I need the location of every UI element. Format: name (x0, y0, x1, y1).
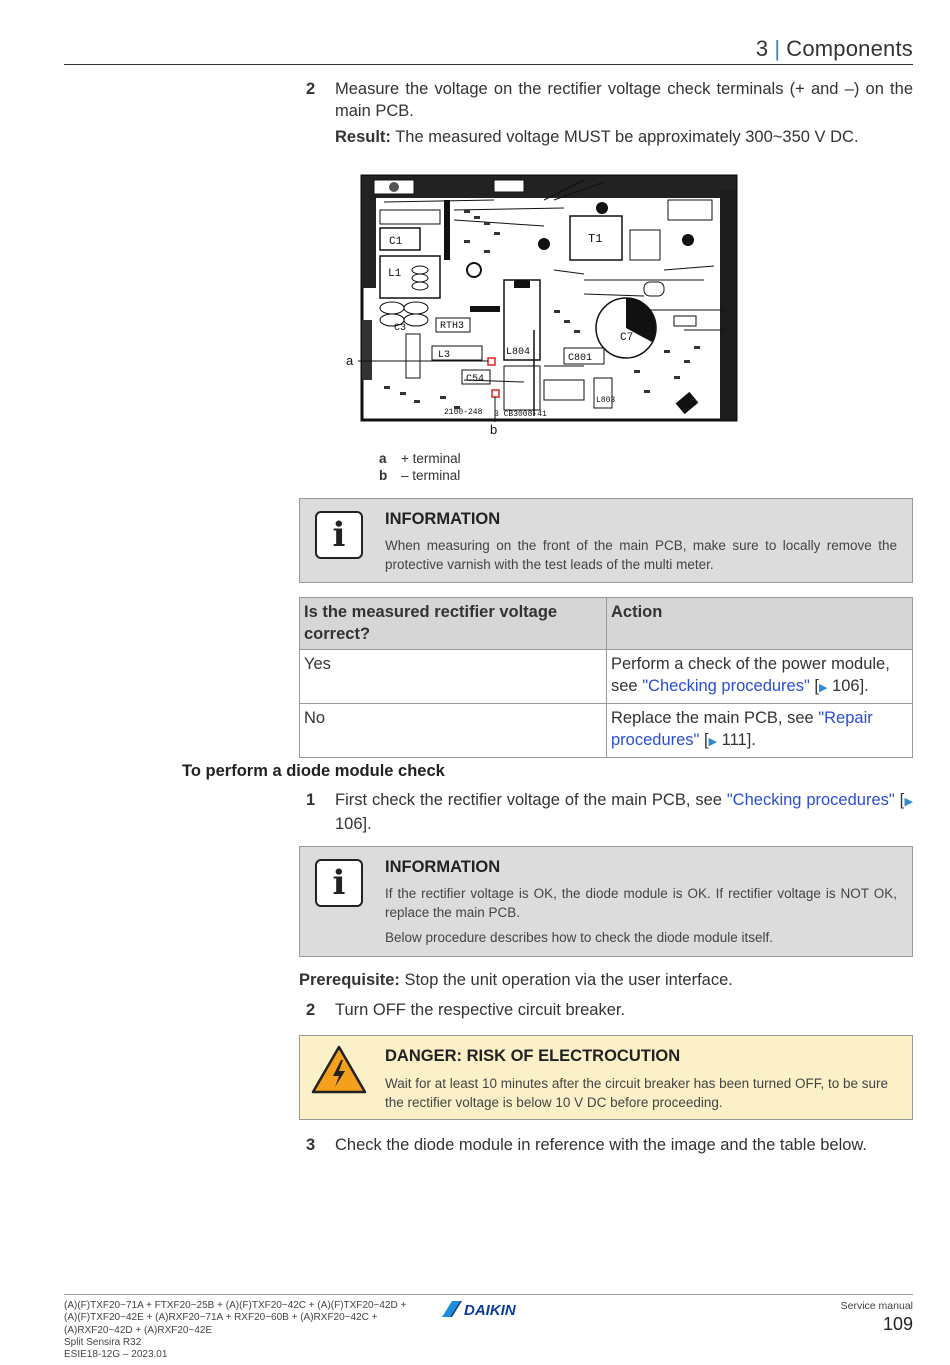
legend-item-a (379, 451, 461, 466)
table-cell-answer: No (300, 704, 607, 758)
pcb-label-t1: T1 (588, 232, 603, 246)
pcb-label-c801: C801 (568, 353, 593, 364)
callout-a: a (346, 353, 354, 368)
prerequisite-label: Prerequisite: (299, 971, 400, 989)
legend-item-b (379, 468, 460, 483)
information-icon: i (315, 859, 363, 907)
legend-text: + terminal (401, 451, 461, 466)
prerequisite (299, 971, 733, 990)
pcb-label-l1: L1 (388, 268, 402, 280)
product-name: Split Sensira R32 (64, 1336, 142, 1348)
manual-type: Service manual (840, 1300, 913, 1312)
danger-title: DANGER: RISK OF ELECTROCUTION (385, 1047, 681, 1065)
pcb-label-c54: C54 (466, 374, 485, 385)
electrocution-warning-icon (310, 1044, 368, 1096)
section-heading: To perform a diode module check (182, 762, 445, 780)
step-first-check (306, 789, 913, 835)
pcb-label-c3: C3 (394, 323, 407, 334)
step-measure-voltage (306, 78, 913, 124)
information-box (299, 846, 913, 957)
step-number: 2 (306, 80, 316, 98)
legend-key: a (379, 451, 387, 466)
danger-box (299, 1035, 913, 1120)
information-body: When measuring on the front of the main PCB, make sure to locally remove the protective varnish with the test leads of the multi meter. (385, 538, 897, 572)
step-text: Check the diode module in reference with the image and the table below. (335, 1136, 868, 1154)
danger-body: Wait for at least 10 minutes after the circuit breaker has been turned OFF, to be sure the rectifier voltage is below 10 V DC before proceeding. (385, 1076, 888, 1110)
step-number: 1 (306, 791, 316, 809)
result-label: Result: (335, 128, 391, 146)
header-separator: | (774, 36, 781, 61)
document-reference: ESIE18-12G – 2023.01 (64, 1349, 168, 1361)
page-ref-arrow-icon: ▶ (819, 682, 828, 694)
pcb-label-c1: C1 (389, 236, 403, 248)
footer-model-list: (A)(F)TXF20~71A + FTXF20~25B + (A)(F)TXF20~42C + (A)(F)TXF20~42D + (A)(F)TXF20~42E + (A)RXF20~71A + RXF20~60B + (A)RXF20~42C + (A)RXF20~42D + (A)RXF20~42E Split Sensira R32 ESIE18-12G – 2023.01 (64, 1300, 407, 1361)
checking-procedures-link[interactable]: "Checking procedures" (642, 677, 810, 695)
step-text: Measure the voltage on the rectifier voltage check terminals (+ and –) on the main PCB. (335, 80, 913, 120)
table-header-action: Action (607, 598, 913, 650)
svg-text:3 CB3008-41: 3 CB3008-41 (494, 410, 547, 419)
repair-procedures-link[interactable]: "Repair procedures" (611, 709, 873, 749)
step-circuit-breaker (306, 999, 913, 1023)
table-cell-answer: Yes (300, 650, 607, 704)
step-text: Turn OFF the respective circuit breaker. (335, 1001, 626, 1019)
page-ref-arrow-icon: ▶ (708, 736, 718, 748)
information-title: INFORMATION (385, 510, 501, 528)
result-line (335, 128, 859, 147)
information-box (299, 498, 913, 583)
prerequisite-text: Stop the unit operation via the user interface. (404, 971, 733, 989)
table-cell-action: Perform a check of the power module, see "Checking procedures" [▶ 106]. (607, 650, 913, 704)
step-number: 2 (306, 1001, 316, 1019)
table-row (300, 704, 913, 758)
step-text: First check the rectifier voltage of the main PCB, see "Checking procedures" [▶ 106]. (335, 791, 913, 833)
information-body-note: Below procedure describes how to check the diode module itself. (385, 930, 773, 945)
pcb-figure (344, 170, 744, 440)
step-number: 3 (306, 1136, 316, 1154)
chapter-number: 3 (755, 36, 769, 61)
footer-divider (64, 1294, 913, 1295)
main-pcb-image (344, 170, 744, 440)
result-text: The measured voltage MUST be approximately 300~350 V DC. (395, 128, 859, 146)
svg-text:2100-248: 2100-248 (444, 408, 483, 417)
step-check-diode-module (306, 1134, 913, 1158)
pcb-label-l803: L803 (596, 396, 616, 405)
pcb-label-c7: C7 (620, 332, 634, 344)
daikin-logo (440, 1299, 538, 1324)
information-title: INFORMATION (385, 858, 501, 876)
rectifier-check-table (299, 597, 913, 758)
page-number: 109 (882, 1314, 913, 1334)
page-header (64, 34, 913, 65)
pcb-label-l3: L3 (438, 350, 451, 361)
information-icon: i (315, 511, 363, 559)
table-row (300, 650, 913, 704)
table-header-row (300, 598, 913, 650)
callout-b: b (490, 422, 498, 437)
table-cell-action: Replace the main PCB, see "Repair procedures" [▶ 111]. (607, 704, 913, 758)
legend-text: – terminal (401, 468, 461, 483)
chapter-title (756, 36, 913, 62)
pcb-label-rth3: RTH3 (440, 321, 465, 332)
page-ref-arrow-icon: ▶ (904, 796, 913, 808)
svg-text:DAIKIN: DAIKIN (464, 1302, 516, 1319)
chapter-name: Components (786, 36, 913, 61)
checking-procedures-link[interactable]: "Checking procedures" (726, 791, 895, 809)
legend-key: b (379, 468, 388, 483)
information-body: If the rectifier voltage is OK, the diode module is OK. If rectifier voltage is NOT OK, replace the main PCB. (385, 886, 897, 920)
pcb-label-l804: L804 (506, 347, 531, 358)
table-header-question: Is the measured rectifier voltage correct? (300, 598, 607, 650)
